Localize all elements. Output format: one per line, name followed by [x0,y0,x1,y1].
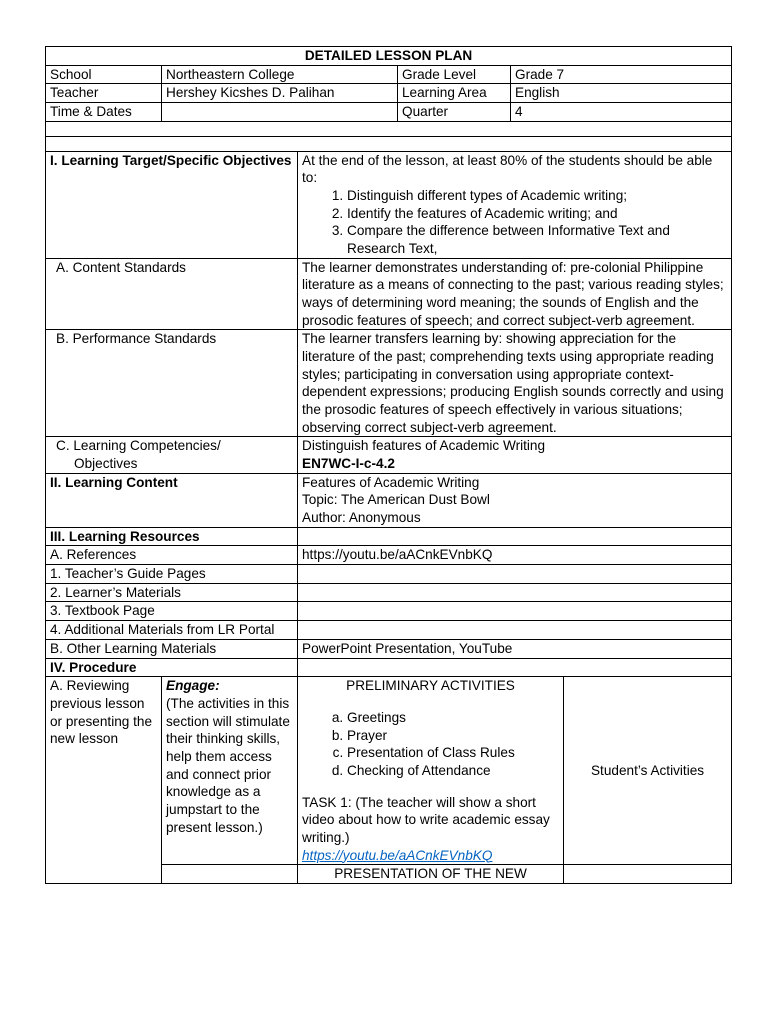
school-label: School [46,65,162,84]
list-item: c. Presentation of Class Rules [347,744,559,762]
competencies-label-line: Objectives [74,456,138,472]
resource-label: 3. Textbook Page [46,602,298,621]
learning-resources-label: III. Learning Resources [46,527,298,546]
learning-content-line: Features of Academic Writing [302,474,480,490]
school-value: Northeastern College [162,65,398,84]
objectives-list [302,187,727,258]
list-item: b. Prayer [347,727,559,745]
lesson-plan-document [45,46,731,884]
learning-area-value: English [511,84,732,103]
competencies-label-line: C. Learning Competencies/ [56,438,221,454]
content-standards-text: The learner demonstrates understanding of: pre-colonial Philippine literature as a means of connecting to the past; various reading styles; ways of determining word meaning; the sounds of English and the prosodic features of speech; and correct subject-verb agreement. [298,258,732,330]
resource-label: B. Other Learning Materials [46,639,298,658]
blank-cell [162,865,298,884]
blank-cell [564,865,732,884]
resource-value [298,565,732,584]
resource-label: 4. Additional Materials from LR Portal [46,621,298,640]
teacher-activities-cell [298,677,564,865]
resource-value [298,621,732,640]
engage-description: (The activities in this section will stimulate their thinking skills, help them access and connect prior knowledge as a jumpstart to the present lesson.) [166,695,290,835]
time-dates-value [162,103,398,122]
list-item: a. Greetings [347,709,559,727]
objectives-label: I. Learning Target/Specific Objectives [46,151,298,258]
grade-level-label: Grade Level [398,65,511,84]
lesson-plan-table [45,46,732,884]
resource-value: https://youtu.be/aACnkEVnbKQ [298,546,732,565]
objectives-content [298,151,732,258]
time-dates-label: Time & Dates [46,103,162,122]
learning-resources-value [298,527,732,546]
learning-content-line: Author: Anonymous [302,510,421,526]
engage-title: Engage: [166,678,220,694]
procedure-label: IV. Procedure [46,658,298,677]
competencies-label [46,437,298,473]
resource-value: PowerPoint Presentation, YouTube [298,639,732,658]
teacher-value: Hershey Kicshes D. Palihan [162,84,398,103]
competency-code: EN7WC-I-c-4.2 [302,456,395,472]
list-item: 1. Distinguish different types of Academic writing; [347,187,727,205]
quarter-value: 4 [511,103,732,122]
document-title: DETAILED LESSON PLAN [46,47,732,66]
teacher-label: Teacher [46,84,162,103]
list-item: 3. Compare the difference between Informative Text and Research Text, [347,222,727,257]
resource-value [298,602,732,621]
task-description: TASK 1: (The teacher will show a short video about how to write academic essay writing.) [302,794,550,845]
learning-content-line: Topic: The American Dust Bowl [302,492,490,508]
performance-standards-text: The learner transfers learning by: showing appreciation for the literature of the past; comprehending texts using appropriate reading styles; participating in conversation using appropriate context-dependent expressions; producing English sounds correctly and using the prosodic features of speech effectively in various situations; observing correct subject-verb agreement. [298,330,732,437]
procedure-value [298,658,732,677]
resource-label: A. References [46,546,298,565]
competencies-content [298,437,732,473]
resource-label: 2. Learner’s Materials [46,583,298,602]
content-standards-label: A. Content Standards [46,258,298,330]
procedure-step-label: A. Reviewing previous lesson or presenting the new lesson [46,677,162,884]
blank-row [46,121,732,136]
student-activities-cell: Student’s Activities [564,677,732,865]
engage-cell [162,677,298,865]
video-link[interactable]: https://youtu.be/aACnkEVnbKQ [302,847,493,863]
blank-row [46,136,732,151]
learning-content-text [298,473,732,527]
performance-standards-label: B. Performance Standards [46,330,298,437]
preliminary-activities-list [302,709,559,780]
resource-value [298,583,732,602]
list-item: 2. Identify the features of Academic writing; and [347,205,727,223]
objectives-intro: At the end of the lesson, at least 80% of the students should be able to: [302,152,713,186]
grade-level-value: Grade 7 [511,65,732,84]
learning-area-label: Learning Area [398,84,511,103]
next-section-title: PRESENTATION OF THE NEW [298,865,564,884]
resource-label: 1. Teacher’s Guide Pages [46,565,298,584]
competencies-text: Distinguish features of Academic Writing [302,438,546,454]
preliminary-activities-title: PRELIMINARY ACTIVITIES [346,678,515,694]
learning-content-label: II. Learning Content [46,473,298,527]
list-item: d. Checking of Attendance [347,762,559,780]
quarter-label: Quarter [398,103,511,122]
